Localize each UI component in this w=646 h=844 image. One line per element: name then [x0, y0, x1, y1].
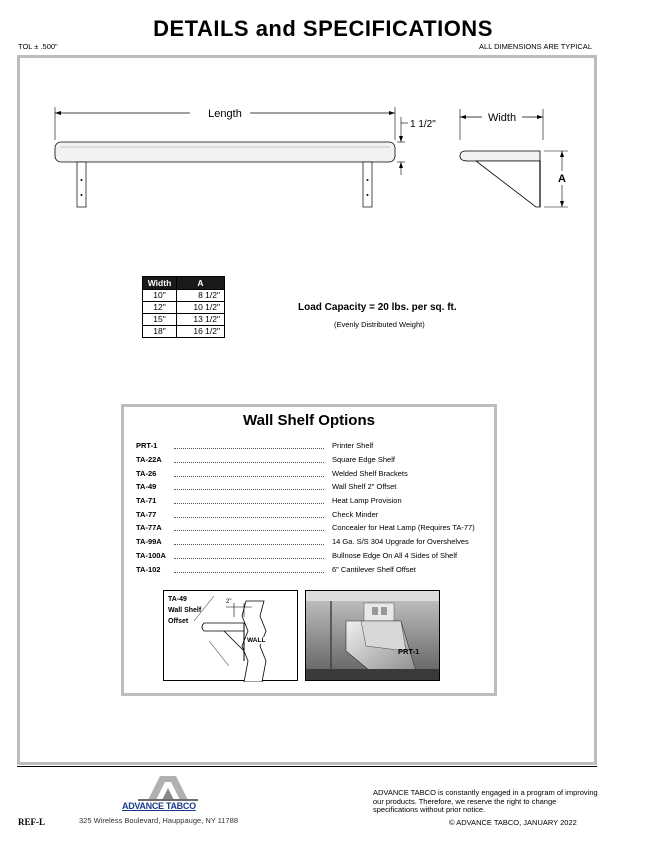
option-row: [136, 496, 476, 510]
option-row: [136, 469, 476, 483]
table-cell: 8 1/2": [177, 290, 225, 302]
option-desc: Concealer for Heat Lamp (Requires TA-77): [332, 523, 475, 532]
company-address: 325 Wireless Boulevard, Hauppauge, NY 11788: [79, 816, 238, 825]
option-desc: Check Minder: [332, 510, 379, 519]
option-code: TA-77A: [136, 523, 162, 532]
table-row: [143, 290, 225, 302]
option-row: [136, 523, 476, 537]
option-desc: Wall Shelf 2" Offset: [332, 482, 397, 491]
dot-leader: [174, 476, 324, 477]
table-row: [143, 326, 225, 338]
width-label: Width: [487, 112, 517, 124]
table-row: [143, 302, 225, 314]
printer-shelf-image: [306, 591, 440, 681]
wall-label: WALL: [247, 637, 266, 644]
side-bracket: [476, 161, 540, 207]
option-code: TA-99A: [136, 537, 162, 546]
a-label: A: [558, 173, 566, 185]
prt1-label: PRT-1: [398, 647, 420, 656]
option-code: TA-26: [136, 469, 157, 478]
copyright: © ADVANCE TABCO, JANUARY 2022: [449, 818, 577, 827]
option-desc: Bullnose Edge On All 4 Sides of Shelf: [332, 551, 458, 560]
ta49-label: Wall Shelf: [168, 607, 202, 614]
offset-dim-label: 2": [226, 599, 232, 605]
option-desc: Square Edge Shelf: [332, 455, 395, 464]
option-row: [136, 455, 476, 469]
dot-leader: [174, 517, 324, 518]
ta49-label: TA-49: [168, 596, 187, 603]
dot-leader: [174, 448, 324, 449]
brand-name: ADVANCE TABCO: [122, 801, 196, 811]
dot-leader: [174, 503, 324, 504]
ref-code: REF-L: [18, 817, 45, 827]
advance-tabco-logo: [118, 772, 218, 804]
option-desc: 6" Cantilever Shelf Offset: [332, 565, 416, 574]
dot-leader: [174, 489, 324, 490]
dot-leader: [174, 544, 324, 545]
option-row: [136, 565, 476, 579]
load-capacity: Load Capacity = 20 lbs. per sq. ft.: [298, 302, 457, 313]
option-row: [136, 551, 476, 565]
option-code: PRT-1: [136, 441, 158, 450]
dot-leader: [174, 462, 324, 463]
table-header: Width: [143, 277, 177, 290]
option-code: TA-100A: [136, 551, 166, 560]
option-desc: Heat Lamp Provision: [332, 496, 402, 505]
table-row: [143, 314, 225, 326]
spec-table: [142, 276, 225, 338]
option-code: TA-77: [136, 510, 157, 519]
dot-leader: [174, 572, 324, 573]
option-row: [136, 482, 476, 496]
option-code: TA-49: [136, 482, 157, 491]
thickness-label: 1 1/2": [410, 119, 436, 130]
option-code: TA-102: [136, 565, 161, 574]
prt1-photo: [305, 590, 440, 681]
page-title: DETAILS and SPECIFICATIONS: [153, 16, 493, 41]
option-code: TA-71: [136, 496, 157, 505]
options-title: Wall Shelf Options: [243, 412, 375, 429]
load-note: (Evenly Distributed Weight): [334, 320, 425, 329]
table-cell: 13 1/2": [177, 314, 225, 326]
table-cell: 12": [143, 302, 177, 314]
disclaimer: ADVANCE TABCO is constantly engaged in a program of improving our products. Therefore, we reserve the right to change specifications without prior notice.: [373, 788, 598, 814]
option-row: [136, 537, 476, 551]
option-desc: Printer Shelf: [332, 441, 374, 450]
length-label: Length: [208, 108, 242, 120]
option-code: TA-22A: [136, 455, 162, 464]
dimensions-note: ALL DIMENSIONS ARE TYPICAL: [479, 42, 592, 51]
table-cell: 15": [143, 314, 177, 326]
shelf-drawing: [40, 95, 580, 220]
left-bracket: [77, 162, 86, 207]
table-cell: 10 1/2": [177, 302, 225, 314]
option-row: [136, 510, 476, 524]
option-row: [136, 441, 476, 455]
shelf-front: [55, 142, 395, 162]
right-bracket: [363, 162, 372, 207]
table-header: A: [177, 277, 225, 290]
option-desc: 14 Ga. S/S 304 Upgrade for Overshelves: [332, 537, 469, 546]
ta49-detail: [163, 590, 298, 681]
table-cell: 10": [143, 290, 177, 302]
shelf-side: [460, 151, 540, 161]
dot-leader: [174, 530, 324, 531]
table-cell: 16 1/2": [177, 326, 225, 338]
dot-leader: [174, 558, 324, 559]
ta49-label: Offset: [168, 618, 189, 625]
table-cell: 18": [143, 326, 177, 338]
shelf-edge: [202, 623, 244, 631]
tolerance-note: TOL ± .500": [18, 42, 58, 51]
option-desc: Welded Shelf Brackets: [332, 469, 408, 478]
footer-divider: [17, 766, 597, 767]
